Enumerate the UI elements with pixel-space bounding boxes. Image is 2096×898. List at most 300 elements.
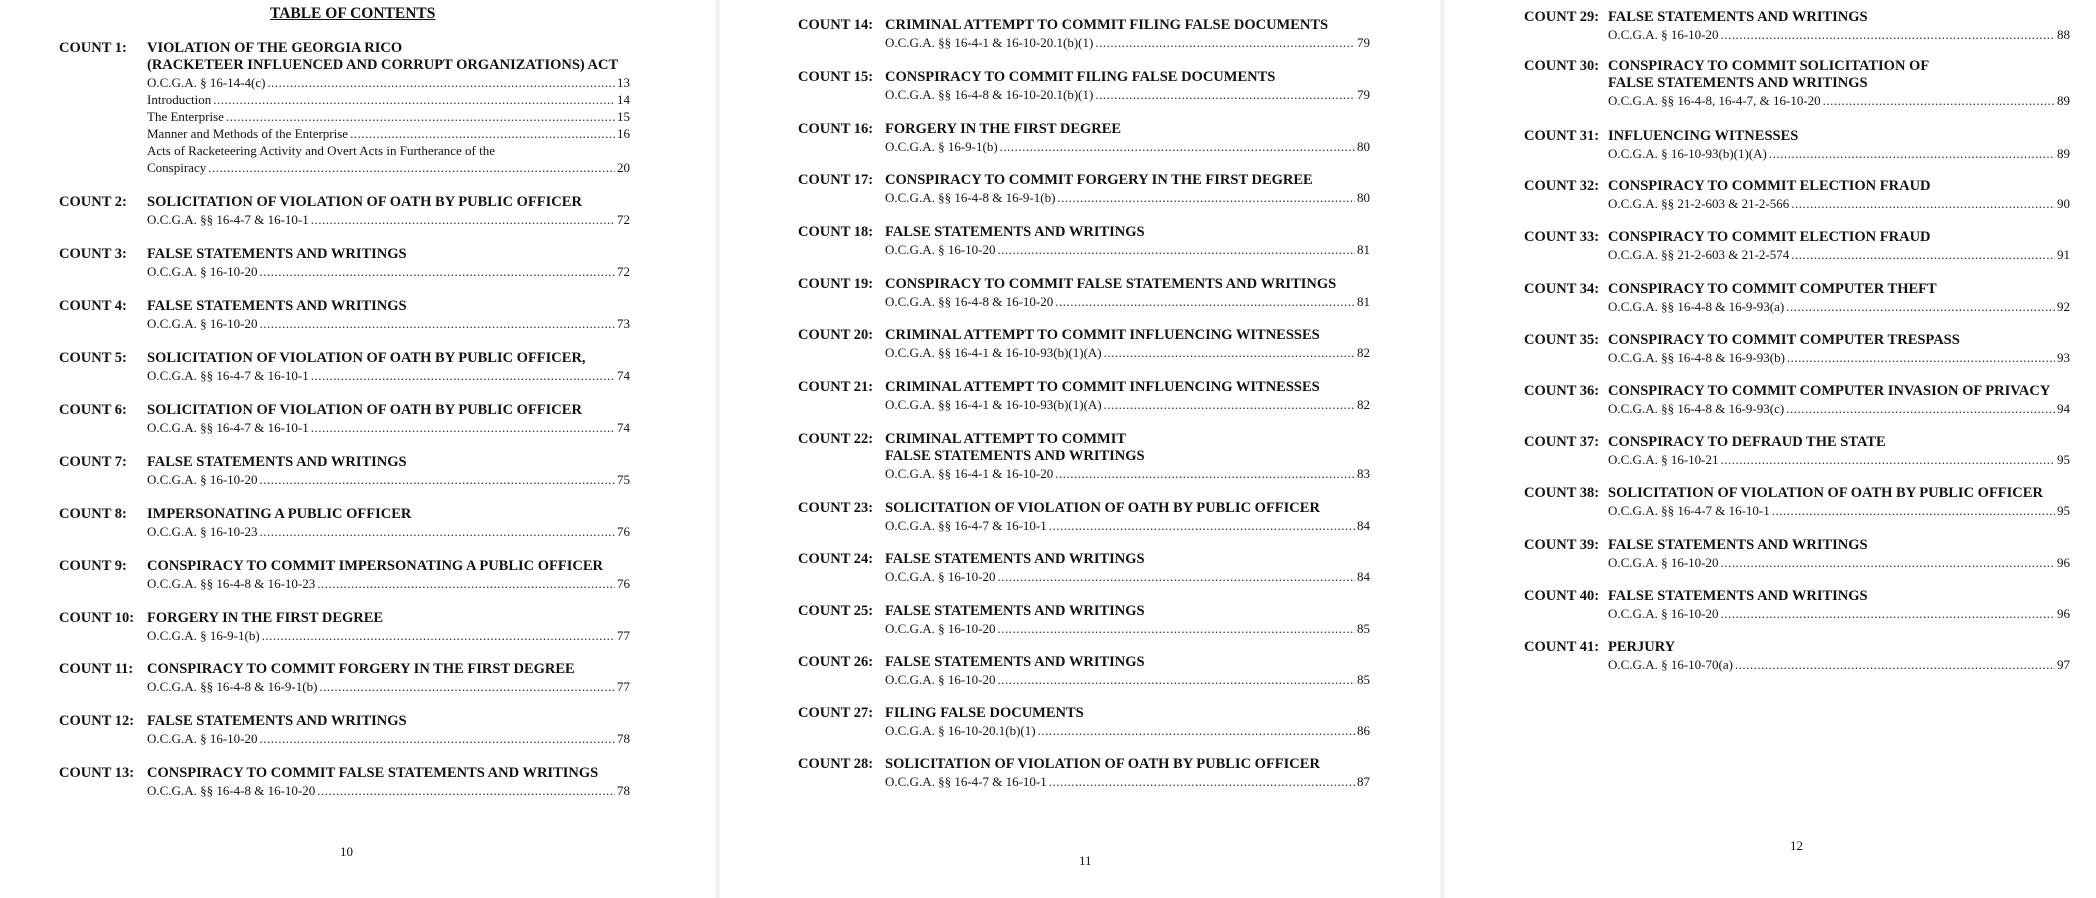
dot-leader xyxy=(226,108,615,125)
count-title: SOLICITATION OF VIOLATION OF OATH BY PUBLIC OFFICER xyxy=(147,194,582,210)
page-number: 12 xyxy=(1790,838,1803,853)
dot-leader xyxy=(1057,189,1355,206)
toc-page-ref: 85 xyxy=(1357,672,1370,687)
citation-line[interactable] xyxy=(885,189,1370,206)
citation-line-text: O.C.G.A. §§ 16-4-1 & 16-10-93(b)(1)(A) xyxy=(885,345,1102,360)
citation-line[interactable] xyxy=(885,773,1370,790)
citation-line[interactable] xyxy=(885,568,1370,585)
count-title: FALSE STATEMENTS AND WRITINGS xyxy=(1608,588,1868,604)
count-title: CRIMINAL ATTEMPT TO COMMIT INFLUENCING WITNESSES xyxy=(885,379,1320,395)
toc-page-ref: 96 xyxy=(2057,606,2070,621)
count-label: COUNT 24: xyxy=(798,551,874,567)
count-title: FALSE STATEMENTS AND WRITINGS xyxy=(1608,75,1868,91)
count-label: COUNT 23: xyxy=(798,500,874,516)
citation-line[interactable] xyxy=(885,671,1370,688)
count-label: COUNT 15: xyxy=(798,69,874,85)
toc-entry[interactable] xyxy=(798,551,1370,585)
count-label: COUNT 14: xyxy=(798,17,874,33)
toc-page-ref: 73 xyxy=(617,316,630,331)
citation-line[interactable] xyxy=(147,730,630,747)
toc-entry[interactable] xyxy=(1524,9,2070,43)
dot-leader xyxy=(317,575,615,592)
toc-page-ref: 76 xyxy=(617,576,630,591)
toc-page-ref: 96 xyxy=(2057,555,2070,570)
dot-leader xyxy=(1823,92,2055,109)
count-label: COUNT 22: xyxy=(798,431,874,447)
count-label: COUNT 16: xyxy=(798,121,874,137)
toc-page-ref: 77 xyxy=(617,628,630,643)
citation-line-text: O.C.G.A. §§ 16-4-8, 16-4-7, & 16-10-20 xyxy=(1608,93,1821,108)
toc-entry[interactable] xyxy=(59,454,630,488)
citation-line-text: O.C.G.A. §§ 16-4-7 & 16-10-1 xyxy=(147,212,309,227)
count-title: SOLICITATION OF VIOLATION OF OATH BY PUBLIC OFFICER xyxy=(1608,485,2043,501)
toc-entry[interactable] xyxy=(798,431,1370,482)
toc-entry[interactable] xyxy=(798,17,1370,51)
count-title: FALSE STATEMENTS AND WRITINGS xyxy=(147,246,407,262)
citation-line[interactable] xyxy=(885,465,1370,482)
citation-line[interactable] xyxy=(885,86,1370,103)
citation-line[interactable] xyxy=(147,315,630,332)
dot-leader xyxy=(311,211,615,228)
citation-line-text: O.C.G.A. § 16-9-1(b) xyxy=(147,628,260,643)
citation-line-text: O.C.G.A. §§ 16-4-1 & 16-10-20 xyxy=(885,466,1054,481)
count-title: CONSPIRACY TO COMMIT ELECTION FRAUD xyxy=(1608,178,1931,194)
count-label: COUNT 10: xyxy=(59,610,135,626)
citation-line-text: O.C.G.A. §§ 16-4-8 & 16-10-20.1(b)(1) xyxy=(885,87,1094,102)
citation-line-text: O.C.G.A. § 16-10-20 xyxy=(147,316,258,331)
citation-line-text: O.C.G.A. § 16-10-20 xyxy=(885,672,996,687)
citation-line-text: O.C.G.A. §§ 16-4-8 & 16-9-1(b) xyxy=(885,190,1056,205)
toc-page-ref: 84 xyxy=(1357,518,1370,533)
citation-line-text: O.C.G.A. §§ 16-4-8 & 16-9-93(b) xyxy=(1608,350,1785,365)
citation-line[interactable] xyxy=(1608,554,2070,571)
toc-entry[interactable] xyxy=(798,654,1370,688)
citation-line-text: O.C.G.A. § 16-10-20 xyxy=(885,621,996,636)
toc-entry[interactable] xyxy=(1524,281,2070,315)
count-label: COUNT 36: xyxy=(1524,383,1600,399)
toc-entry[interactable] xyxy=(59,298,630,332)
dot-leader xyxy=(317,782,615,799)
count-title: FILING FALSE DOCUMENTS xyxy=(885,705,1084,721)
count-title: CONSPIRACY TO COMMIT FILING FALSE DOCUMENTS xyxy=(885,69,1276,85)
toc-entry[interactable] xyxy=(59,40,630,176)
citation-line[interactable] xyxy=(147,367,630,384)
count-label: COUNT 39: xyxy=(1524,537,1600,553)
dot-leader xyxy=(1721,605,2056,622)
toc-entry[interactable] xyxy=(1524,639,2070,673)
document-page-10 xyxy=(0,0,715,898)
dot-leader xyxy=(1721,26,2056,43)
count-title: CONSPIRACY TO COMMIT SOLICITATION OF xyxy=(1608,58,1930,74)
subsection-line[interactable] xyxy=(147,108,630,125)
citation-line[interactable] xyxy=(147,263,630,280)
dot-leader xyxy=(260,730,616,747)
count-label: COUNT 21: xyxy=(798,379,874,395)
dot-leader xyxy=(213,91,615,108)
toc-page-ref: 84 xyxy=(1357,569,1370,584)
toc-entry[interactable] xyxy=(59,402,630,436)
dot-leader xyxy=(260,315,616,332)
toc-page-ref: 89 xyxy=(2057,93,2070,108)
document-page-11 xyxy=(720,0,1440,898)
citation-line-text: O.C.G.A. § 16-10-93(b)(1)(A) xyxy=(1608,146,1767,161)
toc-page-ref: 90 xyxy=(2057,196,2070,211)
count-title: CRIMINAL ATTEMPT TO COMMIT INFLUENCING WITNESSES xyxy=(885,327,1320,343)
citation-line-text: O.C.G.A. § 16-10-20 xyxy=(1608,555,1719,570)
citation-line-text: O.C.G.A. §§ 16-4-8 & 16-9-93(c) xyxy=(1608,401,1785,416)
count-title: FALSE STATEMENTS AND WRITINGS xyxy=(885,551,1145,567)
count-title: SOLICITATION OF VIOLATION OF OATH BY PUBLIC OFFICER xyxy=(147,402,582,418)
subsection-line[interactable] xyxy=(147,125,630,142)
dot-leader xyxy=(998,671,1356,688)
toc-entry[interactable] xyxy=(1524,229,2070,263)
toc-entry[interactable] xyxy=(59,506,630,540)
count-title: FALSE STATEMENTS AND WRITINGS xyxy=(885,603,1145,619)
dot-leader xyxy=(1786,400,2055,417)
toc-page-ref: 85 xyxy=(1357,621,1370,636)
count-label: COUNT 38: xyxy=(1524,485,1600,501)
dot-leader xyxy=(267,74,615,91)
citation-line[interactable] xyxy=(885,722,1370,739)
count-label: COUNT 35: xyxy=(1524,332,1600,348)
citation-line[interactable] xyxy=(147,211,630,228)
count-title: FORGERY IN THE FIRST DEGREE xyxy=(147,610,384,626)
citation-line[interactable] xyxy=(1608,26,2070,43)
citation-line-text: O.C.G.A. §§ 16-4-8 & 16-9-1(b) xyxy=(147,679,318,694)
count-label: COUNT 34: xyxy=(1524,281,1600,297)
citation-line-text: O.C.G.A. § 16-10-20.1(b)(1) xyxy=(885,723,1036,738)
count-label: COUNT 20: xyxy=(798,327,874,343)
toc-page-ref: 80 xyxy=(1357,139,1370,154)
toc-page-ref: 78 xyxy=(617,783,630,798)
toc-page-ref: 79 xyxy=(1357,87,1370,102)
dot-leader xyxy=(1038,722,1355,739)
count-title: FALSE STATEMENTS AND WRITINGS xyxy=(147,298,407,314)
toc-page-ref: 83 xyxy=(1357,466,1370,481)
toc-page-ref: 91 xyxy=(2057,247,2070,262)
count-label: COUNT 19: xyxy=(798,276,874,292)
dot-leader xyxy=(1049,773,1355,790)
toc-page-ref: 78 xyxy=(617,731,630,746)
toc-page-ref: 74 xyxy=(617,420,630,435)
citation-line[interactable] xyxy=(1608,92,2070,109)
toc-entry[interactable] xyxy=(798,121,1370,155)
citation-line[interactable] xyxy=(147,782,630,799)
dot-leader xyxy=(1769,145,2055,162)
count-title: FALSE STATEMENTS AND WRITINGS xyxy=(1608,537,1868,553)
citation-line-text: O.C.G.A. §§ 16-4-8 & 16-9-93(a) xyxy=(1608,299,1785,314)
toc-page-ref: 81 xyxy=(1357,242,1370,257)
count-title: SOLICITATION OF VIOLATION OF OATH BY PUBLIC OFFICER, xyxy=(147,350,586,366)
citation-line-text: O.C.G.A. §§ 16-4-7 & 16-10-1 xyxy=(885,518,1047,533)
citation-line[interactable] xyxy=(1608,246,2070,263)
citation-line[interactable] xyxy=(1608,400,2070,417)
toc-page-ref: 94 xyxy=(2057,401,2070,416)
count-title: CONSPIRACY TO COMMIT FORGERY IN THE FIRST DEGREE xyxy=(885,172,1313,188)
toc-entry[interactable] xyxy=(1524,58,2070,109)
toc-entry[interactable] xyxy=(59,610,630,644)
count-title: FALSE STATEMENTS AND WRITINGS xyxy=(885,224,1145,240)
citation-line[interactable] xyxy=(885,241,1370,258)
dot-leader xyxy=(998,620,1356,637)
count-title: CONSPIRACY TO COMMIT COMPUTER TRESPASS xyxy=(1608,332,1960,348)
citation-line-text: O.C.G.A. §§ 16-4-8 & 16-10-20 xyxy=(147,783,316,798)
toc-entry[interactable] xyxy=(798,224,1370,258)
toc-page-ref: 81 xyxy=(1357,294,1370,309)
dot-leader xyxy=(1095,34,1355,51)
count-title: IMPERSONATING A PUBLIC OFFICER xyxy=(147,506,412,522)
toc-entry[interactable] xyxy=(1524,434,2070,468)
toc-entry[interactable] xyxy=(1524,383,2070,417)
toc-entry[interactable] xyxy=(798,172,1370,206)
count-title: INFLUENCING WITNESSES xyxy=(1608,128,1799,144)
toc-entry[interactable] xyxy=(1524,588,2070,622)
toc-page-ref: 77 xyxy=(617,679,630,694)
count-label: COUNT 8: xyxy=(59,506,127,522)
toc-entry[interactable] xyxy=(1524,128,2070,162)
toc-page-ref: 15 xyxy=(617,109,630,124)
count-label: COUNT 37: xyxy=(1524,434,1600,450)
toc-entry[interactable] xyxy=(1524,332,2070,366)
toc-page-ref: 92 xyxy=(2057,299,2070,314)
citation-line[interactable] xyxy=(1608,656,2070,673)
subsection-line-text: Introduction xyxy=(147,92,212,107)
dot-leader xyxy=(1721,451,2056,468)
toc-page-ref: 87 xyxy=(1357,774,1370,789)
toc-entry[interactable] xyxy=(1524,485,2070,519)
toc-entry[interactable] xyxy=(798,276,1370,310)
count-label: COUNT 13: xyxy=(59,765,135,781)
toc-entry[interactable] xyxy=(59,246,630,280)
dot-leader xyxy=(1786,298,2055,315)
count-title: CONSPIRACY TO COMMIT COMPUTER THEFT xyxy=(1608,281,1937,297)
count-title: CRIMINAL ATTEMPT TO COMMIT FILING FALSE DOCUMENTS xyxy=(885,17,1329,33)
toc-entry[interactable] xyxy=(1524,178,2070,212)
toc-page-ref: 14 xyxy=(617,92,630,107)
toc-page-ref: 88 xyxy=(2057,27,2070,42)
citation-line[interactable] xyxy=(147,471,630,488)
citation-line-text: O.C.G.A. §§ 16-4-7 & 16-10-1 xyxy=(885,774,1047,789)
toc-entry[interactable] xyxy=(59,713,630,747)
citation-line[interactable] xyxy=(1608,349,2070,366)
toc-entry[interactable] xyxy=(59,661,630,695)
toc-page-ref: 95 xyxy=(2057,503,2070,518)
count-label: COUNT 1: xyxy=(59,40,127,56)
citation-line[interactable] xyxy=(147,678,630,695)
count-label: COUNT 26: xyxy=(798,654,874,670)
dot-leader xyxy=(260,471,616,488)
citation-line-text: O.C.G.A. §§ 16-4-8 & 16-10-20 xyxy=(885,294,1054,309)
subsection-line[interactable] xyxy=(147,159,630,176)
toc-entry[interactable] xyxy=(798,705,1370,739)
citation-line[interactable] xyxy=(147,523,630,540)
count-title: CONSPIRACY TO DEFRAUD THE STATE xyxy=(1608,434,1886,450)
dot-leader xyxy=(311,367,615,384)
toc-entry[interactable] xyxy=(1524,537,2070,571)
count-label: COUNT 6: xyxy=(59,402,127,418)
count-label: COUNT 40: xyxy=(1524,588,1600,604)
citation-line[interactable] xyxy=(1608,145,2070,162)
count-title: CONSPIRACY TO COMMIT IMPERSONATING A PUBLIC OFFICER xyxy=(147,558,603,574)
citation-line[interactable] xyxy=(1608,195,2070,212)
count-label: COUNT 11: xyxy=(59,661,134,677)
dot-leader xyxy=(311,419,615,436)
dot-leader xyxy=(1049,517,1355,534)
subsection-line-text: The Enterprise xyxy=(147,109,224,124)
dot-leader xyxy=(260,263,616,280)
count-label: COUNT 30: xyxy=(1524,58,1600,74)
subsection-line[interactable] xyxy=(147,91,630,108)
toc-page-ref: 80 xyxy=(1357,190,1370,205)
dot-leader xyxy=(262,627,615,644)
citation-line-text: O.C.G.A. §§ 21-2-603 & 21-2-574 xyxy=(1608,247,1790,262)
citation-line-text: O.C.G.A. § 16-10-20 xyxy=(147,264,258,279)
toc-heading: TABLE OF CONTENTS xyxy=(270,5,436,22)
toc-page-ref: 82 xyxy=(1357,345,1370,360)
count-label: COUNT 29: xyxy=(1524,9,1600,25)
dot-leader xyxy=(1735,656,2055,673)
toc-entry[interactable] xyxy=(798,500,1370,534)
count-title: CONSPIRACY TO COMMIT FALSE STATEMENTS AND WRITINGS xyxy=(885,276,1337,292)
toc-page-ref: 13 xyxy=(617,75,630,90)
toc-entry[interactable] xyxy=(798,756,1370,790)
count-label: COUNT 32: xyxy=(1524,178,1600,194)
count-label: COUNT 5: xyxy=(59,350,127,366)
count-title: FALSE STATEMENTS AND WRITINGS xyxy=(885,654,1145,670)
citation-line-text: O.C.G.A. § 16-14-4(c) xyxy=(147,75,266,90)
citation-line[interactable] xyxy=(147,575,630,592)
toc-page-ref: 20 xyxy=(617,160,630,175)
page-number: 11 xyxy=(1079,853,1092,868)
dot-leader xyxy=(1104,344,1355,361)
count-title: CONSPIRACY TO COMMIT FORGERY IN THE FIRST DEGREE xyxy=(147,661,575,677)
count-title: (RACKETEER INFLUENCED AND CORRUPT ORGANIZATIONS) ACT xyxy=(147,57,619,73)
citation-line[interactable] xyxy=(1608,451,2070,468)
count-title: CONSPIRACY TO COMMIT COMPUTER INVASION OF PRIVACY xyxy=(1608,383,2051,399)
dot-leader xyxy=(260,523,616,540)
citation-line-text: O.C.G.A. §§ 16-4-8 & 16-10-23 xyxy=(147,576,316,591)
citation-line-text: O.C.G.A. §§ 16-4-7 & 16-10-1 xyxy=(147,420,309,435)
document-page-12 xyxy=(1445,0,2096,898)
dot-leader xyxy=(1095,86,1355,103)
toc-page-ref: 72 xyxy=(617,212,630,227)
citation-line[interactable] xyxy=(1608,605,2070,622)
count-title: FALSE STATEMENTS AND WRITINGS xyxy=(885,448,1145,464)
count-title: PERJURY xyxy=(1608,639,1676,655)
dot-leader xyxy=(319,678,615,695)
dot-leader xyxy=(1772,502,2055,519)
toc-page-ref: 97 xyxy=(2057,657,2070,672)
count-label: COUNT 41: xyxy=(1524,639,1600,655)
toc-entry[interactable] xyxy=(798,327,1370,361)
citation-line-text: O.C.G.A. § 16-10-70(a) xyxy=(1608,657,1733,672)
toc-page-ref: 86 xyxy=(1357,723,1370,738)
page-number: 10 xyxy=(340,844,353,859)
toc-page-ref: 74 xyxy=(617,368,630,383)
subsection-text: Acts of Racketeering Activity and Overt Acts in Furtherance of the xyxy=(147,143,496,158)
citation-line-text: O.C.G.A. § 16-10-20 xyxy=(147,731,258,746)
citation-line[interactable] xyxy=(885,344,1370,361)
citation-line[interactable] xyxy=(147,74,630,91)
citation-line-text: O.C.G.A. § 16-10-23 xyxy=(147,524,258,539)
count-title: CONSPIRACY TO COMMIT FALSE STATEMENTS AND WRITINGS xyxy=(147,765,599,781)
dot-leader xyxy=(1055,293,1355,310)
count-label: COUNT 28: xyxy=(798,756,874,772)
count-label: COUNT 18: xyxy=(798,224,874,240)
citation-line[interactable] xyxy=(885,396,1370,413)
count-title: FALSE STATEMENTS AND WRITINGS xyxy=(147,713,407,729)
citation-line-text: O.C.G.A. § 16-10-21 xyxy=(1608,452,1719,467)
toc-page-ref: 75 xyxy=(617,472,630,487)
count-label: COUNT 9: xyxy=(59,558,127,574)
toc-entry[interactable] xyxy=(59,194,630,228)
citation-line-text: O.C.G.A. § 16-10-20 xyxy=(147,472,258,487)
citation-line-text: O.C.G.A. §§ 16-4-7 & 16-10-1 xyxy=(1608,503,1770,518)
toc-page-ref: 93 xyxy=(2057,350,2070,365)
toc-entry[interactable] xyxy=(59,350,630,384)
count-title: CONSPIRACY TO COMMIT ELECTION FRAUD xyxy=(1608,229,1931,245)
dot-leader xyxy=(208,159,615,176)
citation-line[interactable] xyxy=(1608,502,2070,519)
toc-page-ref: 82 xyxy=(1357,397,1370,412)
count-label: COUNT 25: xyxy=(798,603,874,619)
toc-entry[interactable] xyxy=(59,765,630,799)
citation-line-text: O.C.G.A. § 16-10-20 xyxy=(1608,606,1719,621)
citation-line[interactable] xyxy=(885,138,1370,155)
dot-leader xyxy=(1791,246,2055,263)
count-title: FALSE STATEMENTS AND WRITINGS xyxy=(147,454,407,470)
dot-leader xyxy=(350,125,615,142)
dot-leader xyxy=(1000,138,1355,155)
count-label: COUNT 33: xyxy=(1524,229,1600,245)
toc-page-ref: 16 xyxy=(617,126,630,141)
count-label: COUNT 2: xyxy=(59,194,127,210)
dot-leader xyxy=(998,241,1356,258)
subsection-line-text: Conspiracy xyxy=(147,160,207,175)
toc-entry[interactable] xyxy=(798,69,1370,103)
citation-line[interactable] xyxy=(147,419,630,436)
dot-leader xyxy=(1104,396,1355,413)
count-title: SOLICITATION OF VIOLATION OF OATH BY PUBLIC OFFICER xyxy=(885,756,1320,772)
count-label: COUNT 3: xyxy=(59,246,127,262)
toc-entry[interactable] xyxy=(798,379,1370,413)
count-title: SOLICITATION OF VIOLATION OF OATH BY PUBLIC OFFICER xyxy=(885,500,1320,516)
toc-page-ref: 79 xyxy=(1357,35,1370,50)
dot-leader xyxy=(1791,195,2055,212)
citation-line[interactable] xyxy=(885,34,1370,51)
citation-line-text: O.C.G.A. § 16-10-20 xyxy=(885,569,996,584)
citation-line-text: O.C.G.A. § 16-10-20 xyxy=(1608,27,1719,42)
citation-line-text: O.C.G.A. § 16-10-20 xyxy=(885,242,996,257)
toc-entry[interactable] xyxy=(59,558,630,592)
citation-line[interactable] xyxy=(885,293,1370,310)
citation-line[interactable] xyxy=(885,620,1370,637)
citation-line-text: O.C.G.A. §§ 16-4-7 & 16-10-1 xyxy=(147,368,309,383)
citation-line-text: O.C.G.A. §§ 16-4-1 & 16-10-93(b)(1)(A) xyxy=(885,397,1102,412)
dot-leader xyxy=(1055,465,1355,482)
dot-leader xyxy=(1721,554,2056,571)
count-label: COUNT 31: xyxy=(1524,128,1600,144)
citation-line[interactable] xyxy=(885,517,1370,534)
count-title: FORGERY IN THE FIRST DEGREE xyxy=(885,121,1122,137)
count-label: COUNT 7: xyxy=(59,454,127,470)
citation-line[interactable] xyxy=(1608,298,2070,315)
citation-line[interactable] xyxy=(147,627,630,644)
count-label: COUNT 4: xyxy=(59,298,127,314)
toc-page-ref: 72 xyxy=(617,264,630,279)
citation-line-text: O.C.G.A. §§ 21-2-603 & 21-2-566 xyxy=(1608,196,1790,211)
toc-entry[interactable] xyxy=(798,603,1370,637)
